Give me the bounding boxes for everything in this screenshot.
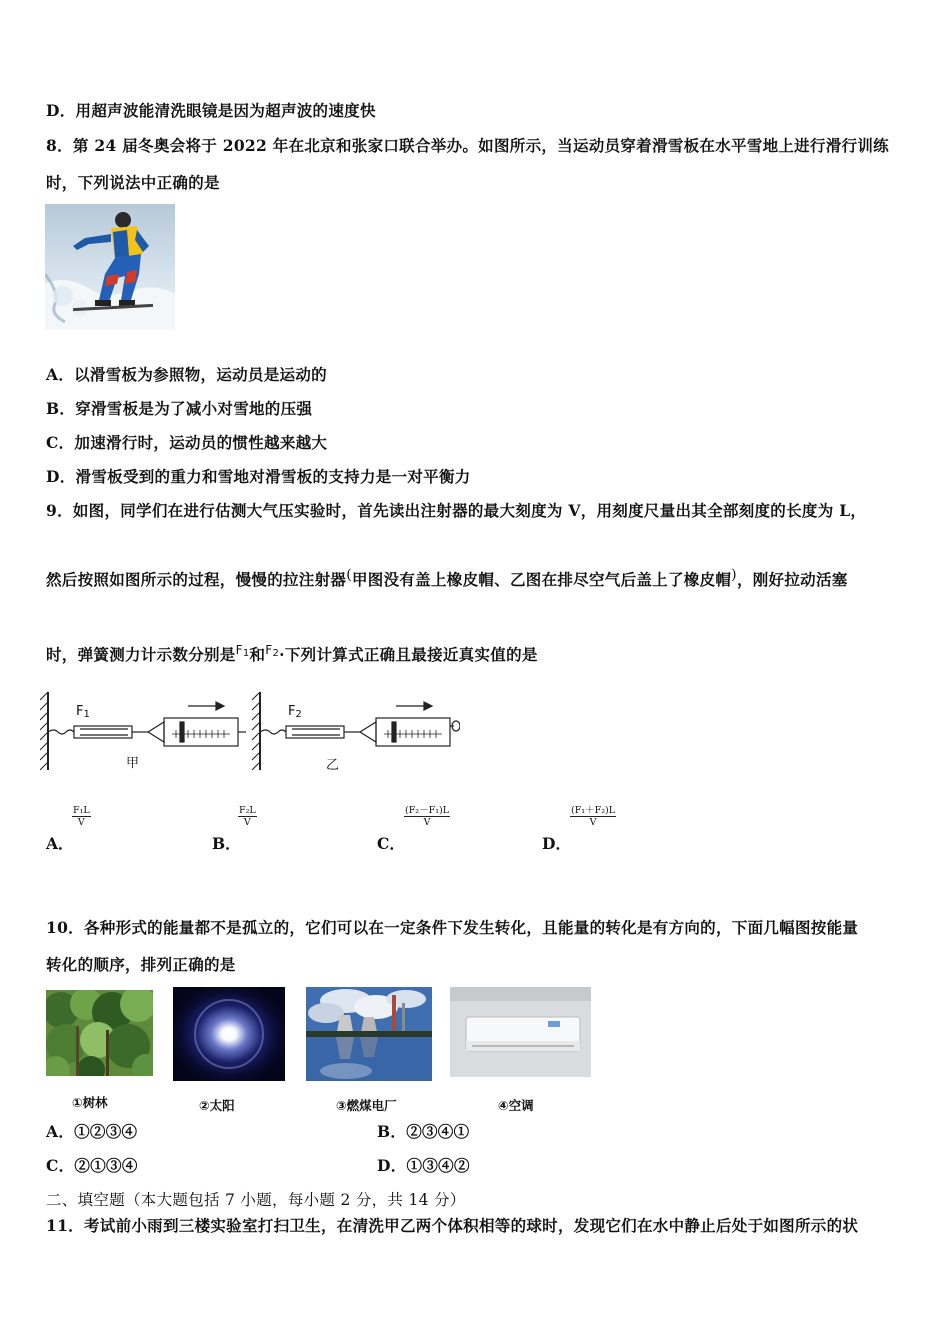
syringe-diagram [40, 686, 460, 776]
q9-stem-line1: 9．如图，同学们在进行估测大气压实验时，首先读出注射器的最大刻度为 V，用刻度尺量出其全部刻度的长度为 L， [46, 501, 867, 520]
q11-stem-line1: 11．考试前小雨到三楼实验室打扫卫生，在清洗甲乙两个体积相等的球时，发现它们在水中静止后处于如图所示的状 [46, 1216, 859, 1235]
q9-line2-part3: ，刚好拉动活塞 [736, 570, 848, 589]
q10-option-c: C．②①③④ [46, 1156, 138, 1175]
q9-line2-part2: 甲图没有盖上橡皮帽、乙图在排尽空气后盖上了橡皮帽 [351, 570, 732, 589]
q9-option-c-formula: $\frac{\text{(F₂－F₁)L}}{V}$ [405, 805, 450, 828]
q9-option-b-letter: B． [212, 834, 241, 853]
diagram-label-f1: $F_1$ [76, 704, 90, 720]
diagram-label-f2: $F_2$ [288, 704, 302, 720]
q9-line2-part1: 然后按照如图所示的过程，慢慢的拉注射器 [46, 570, 347, 589]
diagram-label-jia: 甲 [126, 756, 140, 771]
q8-stem-line1: 8．第 24 届冬奥会将于 2022 年在北京和张家口联合举办。如图所示，当运动员穿着滑雪板在水平雪地上进行滑行训练 [46, 136, 889, 155]
diagram-label-yi: 乙 [326, 758, 340, 773]
q9-line3-part1: 时，弹簧测力计示数分别是 [46, 645, 236, 664]
caption-sun: ②太阳 [199, 1098, 235, 1113]
q7-option-d: D．用超声波能清洗眼镜是因为超声波的速度快 [46, 101, 376, 120]
f1-symbol: F1 [235, 643, 250, 659]
skier-photo [45, 204, 175, 330]
q10-option-a: A．①②③④ [46, 1122, 138, 1141]
q10-option-b: B．②③④① [377, 1122, 470, 1141]
sun-photo [173, 987, 285, 1081]
q8-option-b: B．穿滑雪板是为了减小对雪地的压强 [46, 399, 313, 418]
q9-option-c-letter: C． [377, 834, 405, 853]
q10-option-d: D．①③④② [377, 1156, 470, 1175]
q9-option-a-formula: $\frac{\text{F₁L}}{V}$ [73, 805, 90, 828]
q9-and: 和 [249, 645, 266, 664]
caption-power-plant: ③燃煤电厂 [336, 1098, 397, 1113]
q10-stem-line1: 10．各种形式的能量都不是孤立的，它们可以在一定条件下发生转化，且能量的转化是有方向的，下面几幅图按能量 [46, 918, 859, 937]
q8-option-c: C．加速滑行时，运动员的惯性越来越大 [46, 433, 328, 452]
q8-option-a: A．以滑雪板为参照物，运动员是运动的 [46, 365, 327, 384]
q9-option-d-formula: $\frac{\text{(F₁＋F₂)L}}{V}$ [571, 805, 616, 828]
q9-stem-line3 [46, 640, 538, 665]
q9-option-a-letter: A． [46, 834, 74, 853]
q8-stem-line2: 时，下列说法中正确的是 [46, 173, 220, 192]
q8-option-d: D．滑雪板受到的重力和雪地对滑雪板的支持力是一对平衡力 [46, 467, 471, 486]
f2-symbol: F2 [265, 643, 280, 659]
caption-forest: ①树林 [72, 1095, 108, 1110]
q9-stem-line2: 然后按照如图所示的过程，慢慢的拉注射器(甲图没有盖上橡皮帽、乙图在排尽空气后盖上了橡皮帽)，刚好拉动活塞 [46, 567, 848, 589]
q9-option-d-letter: D． [542, 834, 571, 853]
q10-stem-line2: 转化的顺序，排列正确的是 [46, 955, 236, 974]
section-2-heading: 二、填空题（本大题包括 7 小题，每小题 2 分，共 14 分） [46, 1191, 466, 1209]
q9-option-b-formula: $\frac{\text{F₂L}}{V}$ [239, 805, 256, 828]
air-conditioner-photo [450, 987, 591, 1077]
power-plant-photo [306, 987, 432, 1081]
q9-line3-part2: ·下列计算式正确且最接近真实值的是 [279, 645, 538, 664]
caption-air-conditioner: ④空调 [498, 1098, 534, 1113]
forest-photo [46, 990, 153, 1076]
